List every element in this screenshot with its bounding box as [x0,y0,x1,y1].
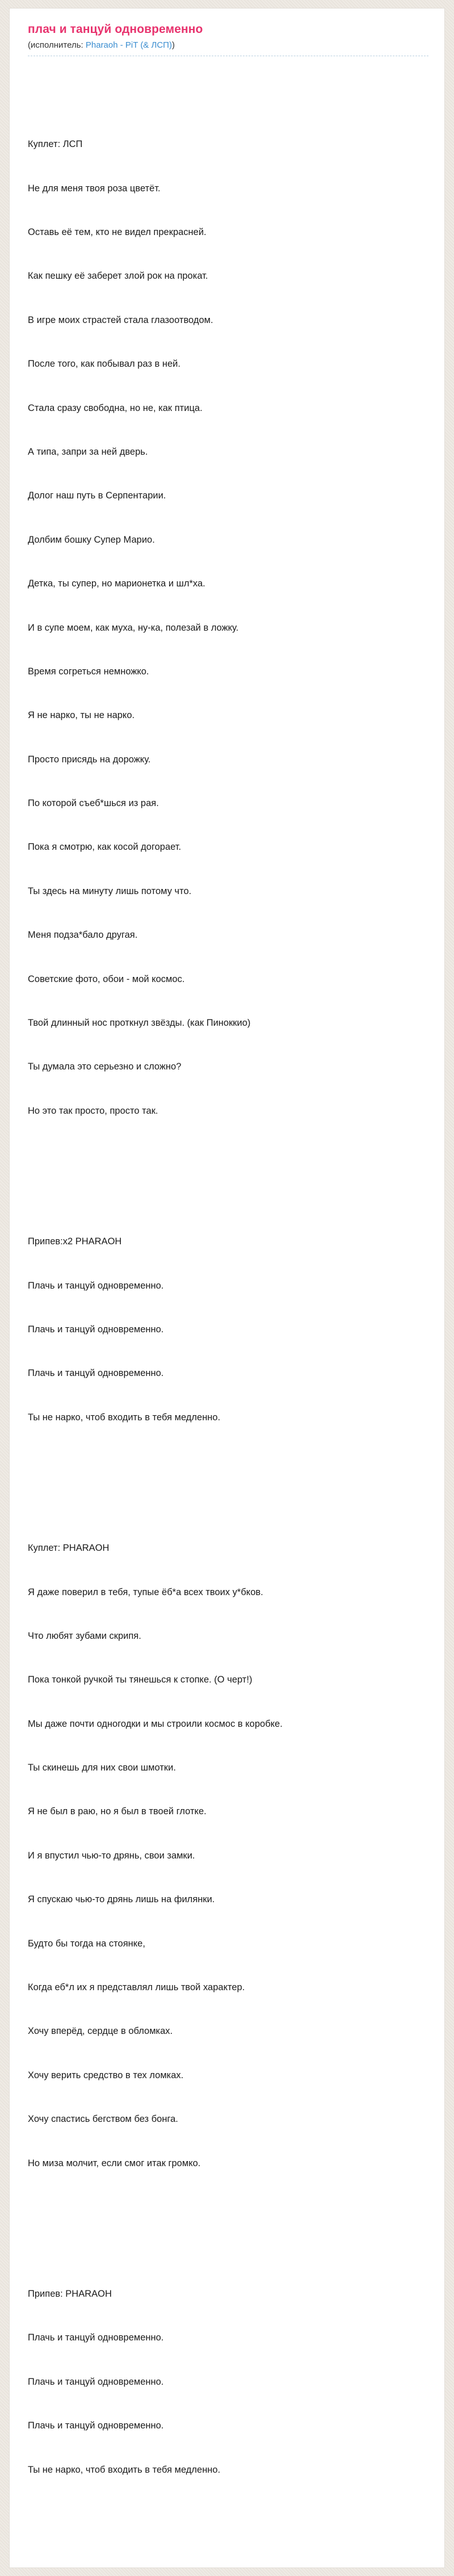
lyrics-line: В игре моих страстей стала глазоотводом. [28,314,213,325]
lyrics-line: Не для меня твоя роза цветёт. [28,183,161,194]
lyrics-line: Я не нарко, ты не нарко. [28,710,135,721]
lyrics-line: Я не был в раю, но я был в твоей глотке. [28,1806,207,1817]
lyrics-line: Припев: PHARAOH [28,2288,112,2299]
lyrics-line: Я даже поверил в тебя, тупые ёб*а всех твоих у*бков. [28,1587,263,1597]
lyrics-line: Плачь и танцуй одновременно. [28,1324,164,1335]
lyrics-line: Мы даже почти одногодки и мы строили космос в коробке. [28,1718,283,1729]
lyrics-line: Меня подза*бало другая. [28,930,138,941]
lyrics-line: По которой съеб*шься из рая. [28,798,159,809]
lyrics-block-chorus-2 [28,2258,428,2507]
artist-link[interactable]: Pharaoh - PiT (& ЛСП) [85,40,172,51]
lyrics-line: Ты не нарко, чтоб входить в тебя медленно. [28,1412,221,1423]
lyrics-line: Припев:х2 PHARAOH [28,1236,122,1247]
lyrics-sheet [9,8,445,2568]
lyrics-line: Когда еб*л их я представлял лишь твой характер. [28,1982,245,1993]
lyrics-line: Пока тонкой ручкой ты тянешься к стопке. (О черт!) [28,1675,253,1685]
lyrics-line: Как пешку её заберет злой рок на прокат. [28,271,208,282]
lyrics-line: Оставь её тем, кто не видел прекрасней. [28,227,207,238]
artist-line [28,40,428,56]
lyrics-block-chorus-1 [28,1206,428,1455]
lyrics-line: Ты здесь на минуту лишь потому что. [28,886,192,896]
lyrics-line: Куплет: ЛСП [28,139,83,150]
lyrics-line: Куплет: PHARAOH [28,1543,110,1554]
lyrics-line: Стала сразу свободна, но не, как птица. [28,402,203,413]
lyrics-line: Ты скинешь для них свои шмотки. [28,1763,176,1773]
lyrics-line: Твой длинный нос проткнул звёзды. (как Пиноккио) [28,1018,251,1029]
lyrics-line: А типа, запри за ней дверь. [28,446,148,457]
lyrics-line: Детка, ты супер, но марионетка и шл*ха. [28,578,205,589]
lyrics-line: Плачь и танцуй одновременно. [28,2420,164,2431]
artist-prefix-label: (исполнитель: [28,40,86,51]
lyrics-line: Хочу вперёд, сердце в обломках. [28,2026,173,2037]
lyrics-line: Я спускаю чью-то дрянь лишь на филянки. [28,1894,215,1905]
lyrics-line: Плачь и танцуй одновременно. [28,2332,164,2343]
lyrics-line: Плачь и танцуй одновременно. [28,1368,164,1379]
lyrics-line: Хочу спастись бегством без бонга. [28,2114,178,2125]
lyrics-line: И в супе моем, как муха, ну-ка, полезай в ложку. [28,622,239,633]
lyrics-body [28,64,428,2550]
lyrics-line: Долбим бошку Супер Марио. [28,534,155,545]
lyrics-line: И я впустил чью-то дрянь, свои замки. [28,1850,195,1861]
lyrics-line: Ты думала это серьезно и сложно? [28,1062,182,1072]
lyrics-line: Ты не нарко, чтоб входить в тебя медленно. [28,2464,221,2475]
lyrics-line: После того, как побывал раз в ней. [28,359,180,370]
lyrics-line: Плачь и танцуй одновременно. [28,1280,164,1291]
lyrics-line: Что любят зубами скрипя. [28,1630,141,1641]
lyrics-block-verse-2 [28,1512,428,2200]
lyrics-line: Пока я смотрю, как косой догорает. [28,842,182,853]
lyrics-line: Долог наш путь в Серпентарии. [28,490,166,501]
lyrics-line: Но это так просто, просто так. [28,1105,158,1116]
page-title: плач и танцуй одновременно [28,23,203,36]
lyrics-line: Но миза молчит, если смог итак громко. [28,2158,201,2168]
lyrics-line: Хочу верить средство в тех ломках. [28,2070,184,2080]
lyrics-line: Будто бы тогда на стоянке, [28,1938,145,1949]
artist-suffix-label: ) [171,40,175,51]
lyrics-line: Просто присядь на дорожку. [28,754,151,765]
lyrics-line: Плачь и танцуй одновременно. [28,2376,164,2387]
lyrics-block-verse-1 [28,108,428,1148]
lyrics-line: Советские фото, обои - мой космос. [28,974,185,984]
lyrics-line: Время согреться немножко. [28,666,149,677]
